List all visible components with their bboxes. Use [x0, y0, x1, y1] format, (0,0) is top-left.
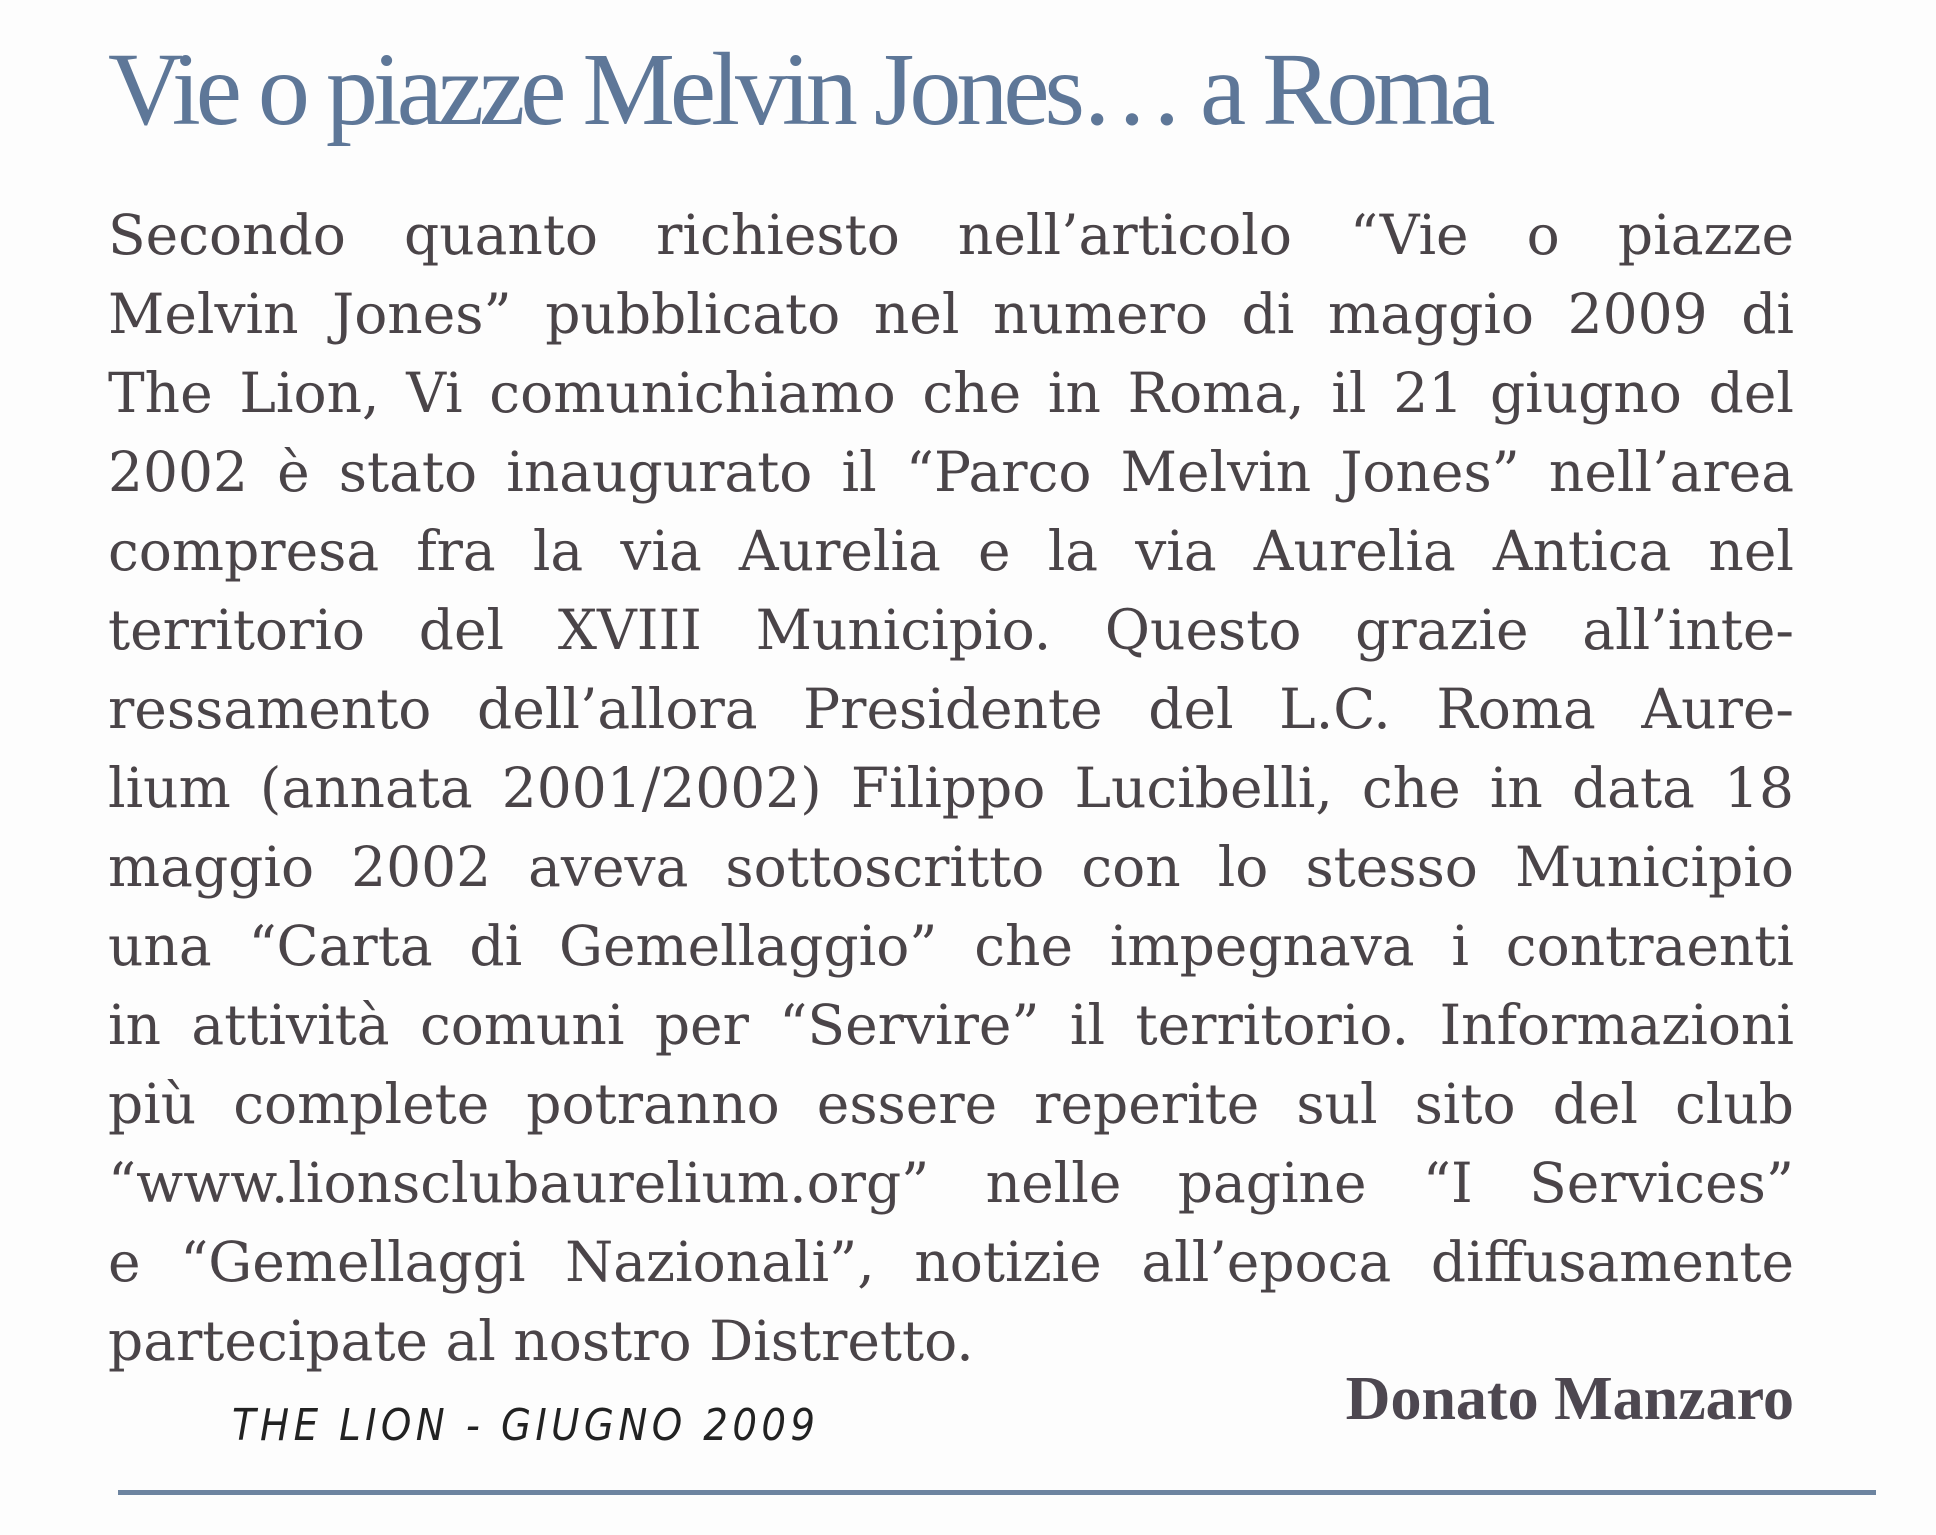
body-line: The Lion, Vi comunichiamo che in Roma, il 21 giugno del — [108, 361, 1794, 425]
body-line: territorio del XVIII Municipio. Questo grazie all’inte- — [108, 598, 1794, 662]
handwritten-source-note: THE LION - GIUGNO 2009 — [232, 1400, 820, 1451]
body-line: ressamento dell’allora Presidente del L.C. Roma Aure- — [108, 677, 1794, 741]
body-line: e “Gemellaggi Nazionali”, notizie all’epoca diffusamente — [108, 1230, 1794, 1294]
bottom-divider — [118, 1490, 1876, 1495]
article-body — [108, 196, 1794, 1381]
body-line: lium (annata 2001/2002) Filippo Lucibelli, che in data 18 — [108, 756, 1794, 820]
body-line: compresa fra la via Aurelia e la via Aurelia Antica nel — [108, 519, 1794, 583]
body-line: in attività comuni per “Servire” il territorio. Informazioni — [108, 993, 1794, 1057]
body-line: maggio 2002 aveva sottoscritto con lo stesso Municipio — [108, 835, 1794, 899]
article-author: Donato Manzaro — [1345, 1365, 1794, 1433]
body-line: 2002 è stato inaugurato il “Parco Melvin Jones” nell’area — [108, 440, 1794, 504]
article-title: Vie o piazze Melvin Jones… a Roma — [108, 32, 1491, 147]
body-line: Melvin Jones” pubblicato nel numero di maggio 2009 di — [108, 282, 1794, 346]
body-line: Secondo quanto richiesto nell’articolo “Vie o piazze — [108, 203, 1794, 267]
body-line: una “Carta di Gemellaggio” che impegnava i contraenti — [108, 914, 1794, 978]
body-line: “www.lionsclubaurelium.org” nelle pagine “I Services” — [108, 1151, 1794, 1215]
body-line: più complete potranno essere reperite sul sito del club — [108, 1072, 1794, 1136]
body-line: partecipate al nostro Distretto. — [108, 1309, 974, 1373]
